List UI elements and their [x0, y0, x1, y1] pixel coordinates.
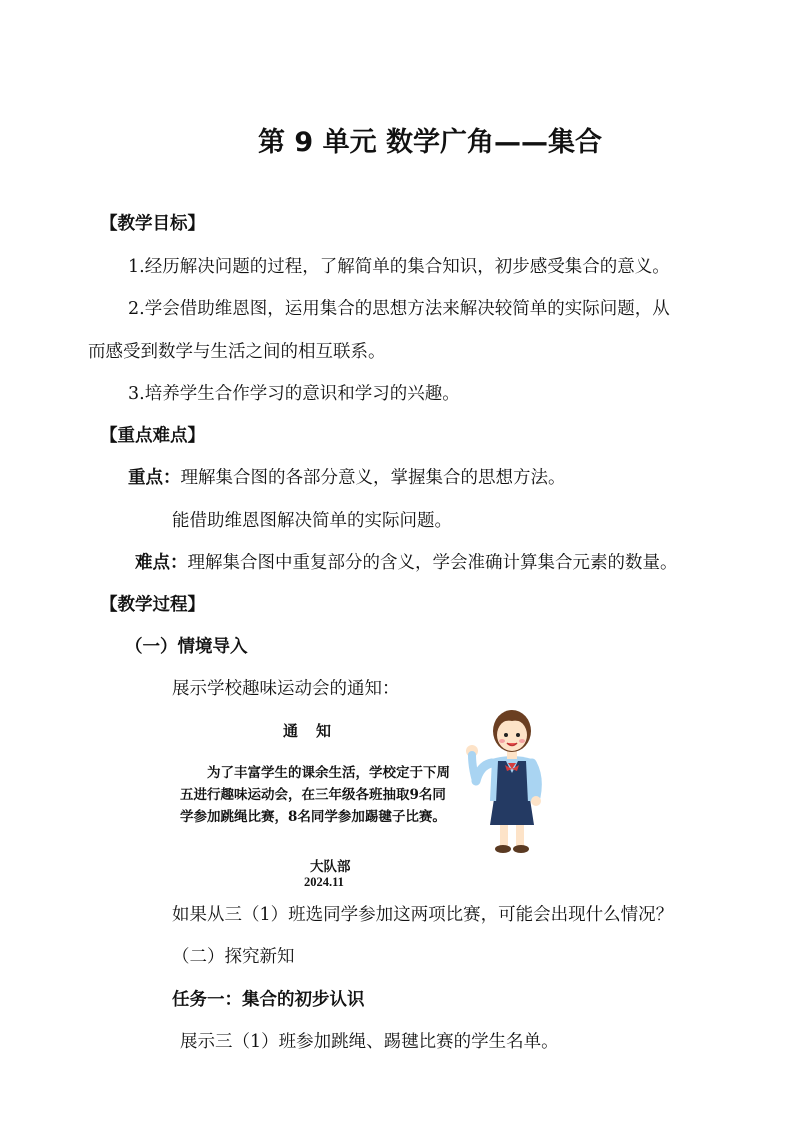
key-point-label: 重点：	[128, 468, 181, 488]
key-point-line-1	[128, 466, 566, 490]
key-point-line-2: 能借助维恩图解决简单的实际问题。	[172, 511, 452, 531]
key-point-text: 理解集合图的各部分意义，掌握集合的思想方法。	[180, 468, 566, 488]
notice-date: 2024.11	[304, 875, 344, 889]
notice-title: 通知	[282, 722, 349, 740]
step-1-heading: （一）情境导入	[125, 637, 248, 657]
goal-item-2-line-1: 2.学会借助维恩图，运用集合的思想方法来解决较简单的实际问题，从	[128, 299, 670, 319]
task-1-text: 展示三（1）班参加跳绳、踢毽比赛的学生名单。	[180, 1032, 559, 1052]
question-text: 如果从三（1）班选同学参加这两项比赛，可能会出现什么情况？	[172, 905, 674, 925]
notice-signature: 大队部	[310, 859, 351, 875]
step-2-heading: （二）探究新知	[172, 947, 295, 967]
page-title: 第 9 单元 数学广角——集合	[258, 127, 602, 158]
difficulty-text: 理解集合图中重复部分的含义，学会准确计算集合元素的数量。	[187, 553, 678, 573]
difficulty-line	[135, 551, 678, 575]
difficulty-label: 难点：	[135, 553, 188, 573]
notice-body: 为了丰富学生的课余生活，学校定于下周五进行趣味运动会，在三年级各班抽取9名同学参加跳绳比赛，8名同学参加踢毽子比赛。	[180, 765, 450, 825]
process-heading: 【教学过程】	[100, 595, 205, 615]
goal-item-2-line-2: 而感受到数学与生活之间的相互联系。	[88, 342, 386, 362]
notice-image	[180, 716, 452, 896]
goals-heading: 【教学目标】	[100, 214, 205, 234]
cartoon-girl-icon	[462, 703, 562, 858]
task-1-heading: 任务一：集合的初步认识	[172, 990, 365, 1010]
key-points-heading: 【重点难点】	[100, 426, 205, 446]
goal-item-1: 1.经历解决问题的过程，了解简单的集合知识，初步感受集合的意义。	[128, 257, 670, 277]
goal-item-3: 3.培养学生合作学习的意识和学习的兴趣。	[128, 384, 460, 404]
step-1-text: 展示学校趣味运动会的通知：	[172, 679, 400, 699]
